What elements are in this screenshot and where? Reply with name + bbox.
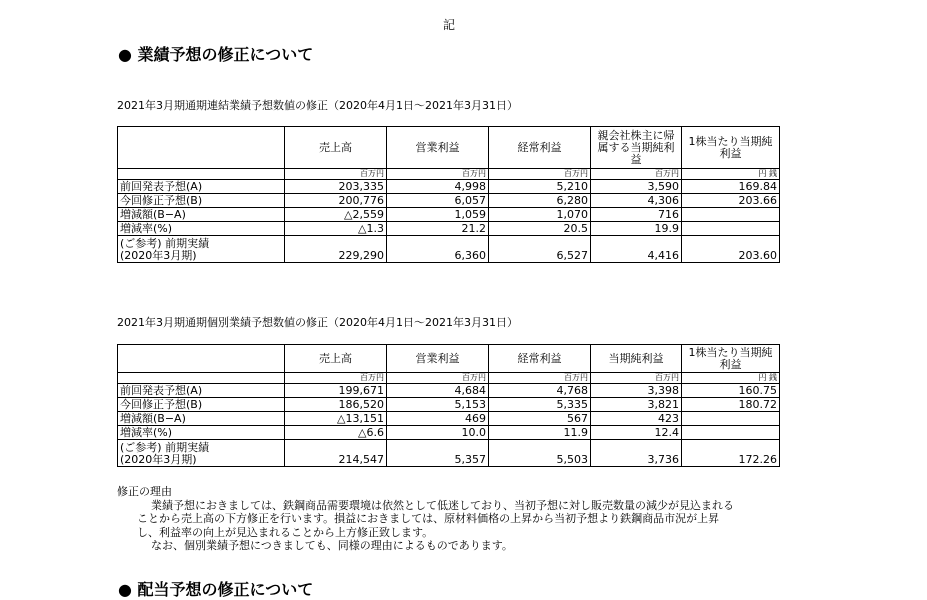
cell: 214,547 [285, 440, 387, 467]
cell: 203.66 [682, 194, 780, 208]
cell: 203.60 [682, 236, 780, 263]
cell: △6.6 [285, 426, 387, 440]
cell: △2,559 [285, 208, 387, 222]
cell: 160.75 [682, 384, 780, 398]
row-label: 前回発表予想(A) [118, 180, 285, 194]
cell: 423 [591, 412, 682, 426]
cell: 1,070 [489, 208, 591, 222]
reason-line: なお、個別業績予想につきましても、同様の理由によるものであります。 [151, 539, 513, 552]
cell: 20.5 [489, 222, 591, 236]
row-label: 増減率(%) [118, 426, 285, 440]
ki-mark: 記 [443, 18, 456, 32]
cell: 169.84 [682, 180, 780, 194]
table-row [118, 426, 780, 440]
table-row [118, 180, 780, 194]
cell: 21.2 [387, 222, 489, 236]
cell [682, 426, 780, 440]
cell: 5,210 [489, 180, 591, 194]
unit: 百万円 [285, 373, 387, 384]
reason-title: 修正の理由 [117, 485, 172, 498]
cell: 200,776 [285, 194, 387, 208]
cell: 716 [591, 208, 682, 222]
cell: 4,306 [591, 194, 682, 208]
cell: 5,503 [489, 440, 591, 467]
cell: 6,527 [489, 236, 591, 263]
unit-row-label [118, 169, 285, 180]
cell: 199,671 [285, 384, 387, 398]
row-label: 今回修正予想(B) [118, 398, 285, 412]
unit: 百万円 [387, 169, 489, 180]
table-row [118, 384, 780, 398]
unit: 百万円 [285, 169, 387, 180]
unit: 百万円 [591, 373, 682, 384]
cell: 3,821 [591, 398, 682, 412]
unit: 百万円 [489, 373, 591, 384]
row-label: 増減額(B−A) [118, 412, 285, 426]
header-operating-profit: 営業利益 [387, 345, 489, 373]
table-row [118, 398, 780, 412]
cell: 4,416 [591, 236, 682, 263]
cell: △1.3 [285, 222, 387, 236]
cell: 4,768 [489, 384, 591, 398]
cell: 5,335 [489, 398, 591, 412]
header-eps: 1株当たり当期純利益 [682, 127, 780, 169]
row-label: 増減率(%) [118, 222, 285, 236]
header-ordinary-profit: 経常利益 [489, 127, 591, 169]
header-operating-profit: 営業利益 [387, 127, 489, 169]
table-row [118, 412, 780, 426]
table-row [118, 208, 780, 222]
revision-reason [117, 485, 797, 553]
header-net-profit: 親会社株主に帰属する当期純利益 [591, 127, 682, 169]
table-row [118, 440, 780, 467]
row-label-line2: (2020年3月期) [120, 249, 197, 262]
unit: 百万円 [489, 169, 591, 180]
cell: 3,736 [591, 440, 682, 467]
cell: 3,590 [591, 180, 682, 194]
cell: 469 [387, 412, 489, 426]
header-sales: 売上高 [285, 345, 387, 373]
cell: 3,398 [591, 384, 682, 398]
row-label [118, 440, 285, 467]
cell: 10.0 [387, 426, 489, 440]
row-label-line1: (ご参考) 前期実績 [120, 237, 210, 250]
unit-row-label [118, 373, 285, 384]
cell: 6,360 [387, 236, 489, 263]
standalone-forecast-table [117, 344, 780, 467]
header-net-profit: 当期純利益 [591, 345, 682, 373]
cell: 19.9 [591, 222, 682, 236]
table2-caption: 2021年3月期通期個別業績予想数値の修正（2020年4月1日～2021年3月31日） [117, 316, 518, 329]
row-label: 増減額(B−A) [118, 208, 285, 222]
table-corner [118, 127, 285, 169]
cell: 5,357 [387, 440, 489, 467]
unit: 百万円 [387, 373, 489, 384]
unit: 百万円 [591, 169, 682, 180]
cell: 567 [489, 412, 591, 426]
reason-line: ことから売上高の下方修正を行います。損益におきましては、原材料価格の上昇から当初予想より鉄鋼商品市況が上昇 [137, 512, 720, 525]
header-ordinary-profit: 経常利益 [489, 345, 591, 373]
table-row [118, 236, 780, 263]
cell: 4,998 [387, 180, 489, 194]
cell: 6,057 [387, 194, 489, 208]
row-label-line1: (ご参考) 前期実績 [120, 441, 210, 454]
row-label [118, 236, 285, 263]
row-label: 今回修正予想(B) [118, 194, 285, 208]
cell [682, 222, 780, 236]
unit: 円 銭 [682, 373, 780, 384]
section-title-forecast-revision: ● 業績予想の修正について [118, 45, 314, 64]
table1-caption: 2021年3月期通期連結業績予想数値の修正（2020年4月1日～2021年3月31日） [117, 99, 518, 112]
unit: 円 銭 [682, 169, 780, 180]
header-eps: 1株当たり当期純利益 [682, 345, 780, 373]
row-label-line2: (2020年3月期) [120, 453, 197, 466]
cell: 186,520 [285, 398, 387, 412]
cell [682, 412, 780, 426]
table-row [118, 194, 780, 208]
cell: 6,280 [489, 194, 591, 208]
reason-line: 業績予想におきましては、鉄鋼商品需要環境は依然として低迷しており、当初予想に対し販売数量の減少が見込まれる [151, 498, 734, 512]
cell: 203,335 [285, 180, 387, 194]
cell [682, 208, 780, 222]
cell: 12.4 [591, 426, 682, 440]
cell: 229,290 [285, 236, 387, 263]
cell: △13,151 [285, 412, 387, 426]
cell: 4,684 [387, 384, 489, 398]
cell: 172.26 [682, 440, 780, 467]
row-label: 前回発表予想(A) [118, 384, 285, 398]
header-sales: 売上高 [285, 127, 387, 169]
cell: 11.9 [489, 426, 591, 440]
cell: 1,059 [387, 208, 489, 222]
consolidated-forecast-table [117, 126, 780, 263]
section-title-dividend-revision: ● 配当予想の修正について [118, 580, 314, 599]
reason-line: し、利益率の向上が見込まれることから上方修正致します。 [137, 525, 434, 539]
cell: 5,153 [387, 398, 489, 412]
cell: 180.72 [682, 398, 780, 412]
table-row [118, 222, 780, 236]
table-corner [118, 345, 285, 373]
